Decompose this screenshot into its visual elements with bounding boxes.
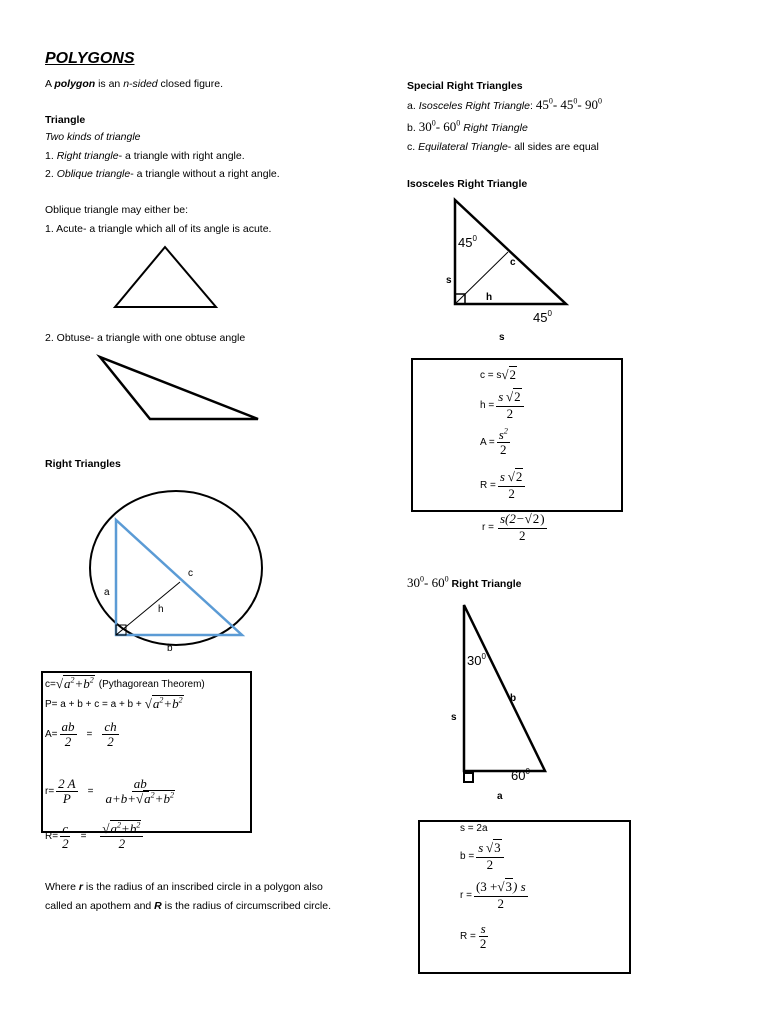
polygon-definition <box>45 77 223 91</box>
R-c: c <box>62 821 69 836</box>
area-ch: ch <box>104 719 117 734</box>
thirty-sixty-triangle-figure <box>445 600 555 805</box>
sa-z3: 0 <box>598 96 602 106</box>
iso-R-two: 2 <box>508 486 515 501</box>
iso-r-two: 2 <box>519 528 526 543</box>
triangle-heading: Triangle <box>45 114 86 126</box>
acute-definition: 1. Acute- a triangle which all of its angle is acute. <box>45 223 272 235</box>
iso-r-num: s(2− <box>499 511 525 526</box>
ts-60: 60 <box>431 575 445 590</box>
iso-h: h = <box>480 400 495 411</box>
triangle-kinds: Two kinds of triangle <box>45 131 141 143</box>
formula-circumradius: R= $\frac{c}{2}$ = $\frac{√a^2+b^2}{2}$ <box>45 822 145 851</box>
obtuse-triangle-figure <box>95 354 265 426</box>
area-eq: = <box>86 729 93 740</box>
fn-l1-pre: Where <box>45 881 79 893</box>
iso-formula-c: c = s √2 <box>480 367 517 382</box>
iso-R: R = <box>480 480 496 491</box>
isosceles-heading: Isosceles Right Triangle <box>407 178 528 190</box>
sa-45b: 45 <box>560 97 574 112</box>
fn-R: R <box>154 900 162 912</box>
iso-formula-r: r = $\frac{s(2-√2)}{2}$ <box>482 511 545 543</box>
area-two-2: 2 <box>107 734 114 749</box>
iso-R-s: s <box>499 469 505 484</box>
item1-rest: - a triangle with right angle. <box>118 150 245 162</box>
ts-R: R = <box>460 931 476 942</box>
item2-num: 2. <box>45 168 57 180</box>
R-eq: = <box>80 831 87 842</box>
sa-pre: a. <box>407 100 419 112</box>
sa-z2: 0 <box>573 96 578 106</box>
ts-label-b: b <box>510 693 517 704</box>
item2-term: Oblique triangle <box>56 168 131 180</box>
sa-colon: : <box>529 100 533 112</box>
sa-d1: - <box>552 97 558 112</box>
sb-pre: b. <box>407 122 419 134</box>
special-heading: Special Right Triangles <box>407 80 523 92</box>
sa-term: Isosceles Right Triangle <box>418 100 530 112</box>
sa-90: 90 <box>585 97 598 112</box>
iso-A-two: 2 <box>500 442 507 457</box>
sb-60: 60 <box>443 119 457 134</box>
sb-z1: 0 <box>431 118 436 128</box>
intro-post: closed figure. <box>157 78 224 90</box>
intro-term2: n-sided <box>123 78 158 90</box>
intro-mid: is an <box>95 78 124 90</box>
iso-formula-area: A = $\frac{s^2}{2}$ <box>480 426 508 457</box>
sc-term: Equilateral Triangle <box>418 141 508 153</box>
ts-d1: - <box>424 575 429 590</box>
r-P: P <box>62 791 71 806</box>
label-c: c <box>188 568 193 579</box>
area-two-1: 2 <box>64 734 72 749</box>
item2-rest: - a triangle without a right angle. <box>130 168 280 180</box>
ts-z1: 0 <box>420 574 424 584</box>
formula-c: c= $√a^2+b^2$ (Pythagorean Theorem) <box>45 675 205 691</box>
ts-b: b = <box>460 851 475 862</box>
triangle-item-1 <box>45 149 245 163</box>
oblique-intro: Oblique triangle may either be: <box>45 204 188 216</box>
iso-formula-h: h = $\frac{s √2}{2}$ <box>480 390 526 421</box>
iso-label-h: h <box>486 292 493 303</box>
iso-r-close: ) <box>540 511 545 526</box>
sa-z1: 0 <box>548 96 553 106</box>
thirty-sixty-heading <box>407 576 522 591</box>
ts-z2: 0 <box>444 574 449 584</box>
formula-perimeter: P= a + b + c = a + b + $√a^2+b^2$ <box>45 695 183 711</box>
ts-b-three: 3 <box>494 840 501 855</box>
iso-label-s-bottom: s <box>499 332 505 343</box>
iso-h-s: s <box>498 389 504 404</box>
r-eq: = <box>87 786 94 797</box>
sc-rest: - all sides are equal <box>507 141 599 153</box>
iso-label-s-side: s <box>446 275 452 286</box>
ts-formula-s <box>460 823 488 834</box>
ts-formula-r: r = $\frac{(3 +√3) s}{2}$ <box>460 879 526 911</box>
iso-h-two: 2 <box>506 406 514 421</box>
r-pre: r= <box>45 786 55 797</box>
fn-r: r <box>78 881 83 893</box>
ts-r-close: ) s <box>513 879 526 894</box>
ts-formula-R <box>460 922 490 951</box>
ts-r-num: (3 + <box>475 879 498 894</box>
fn-l2-pre: called an apothem and <box>45 900 155 912</box>
fn-l2-post: is the radius of circumscribed circle. <box>161 900 331 912</box>
item1-num: 1. <box>45 150 57 162</box>
c-note: (Pythagorean Theorem) <box>98 678 205 690</box>
right-triangle-circle-figure <box>88 488 268 653</box>
ts-r-three: 3 <box>505 879 513 894</box>
ts-b-two: 2 <box>486 857 494 872</box>
special-item-c <box>407 140 599 154</box>
intro-term: polygon <box>54 78 96 90</box>
sc-pre: c. <box>407 141 419 153</box>
ts-30: 30 <box>407 575 420 590</box>
iso-A: A = <box>480 437 495 448</box>
formula-area <box>45 720 121 749</box>
r-twoA: 2 A <box>58 776 76 791</box>
footnote-line-2 <box>45 899 331 913</box>
R-two-2: 2 <box>118 836 126 851</box>
sb-term: Right Triangle <box>463 122 528 134</box>
iso-label-c: c <box>510 257 516 268</box>
ts-r: r = <box>460 890 472 901</box>
sb-30: 30 <box>418 119 432 134</box>
iso-c: c = s <box>480 369 502 381</box>
acute-triangle-figure <box>110 242 222 312</box>
right-triangles-heading: Right Triangles <box>45 458 121 470</box>
ts-R-s: s <box>480 921 486 936</box>
special-item-b <box>407 120 528 135</box>
triangle-item-2 <box>45 167 280 181</box>
label-b: b <box>167 643 173 653</box>
ts-formula-b: b = $\frac{s √3}{2}$ <box>460 841 506 872</box>
fn-l1-post: is the radius of an inscribed circle in a polygon also <box>82 881 323 893</box>
sa-d2: - <box>577 97 582 112</box>
r-den-sum: a+b+ <box>105 791 137 806</box>
iso-formula-R: R = $\frac{s √2}{2}$ <box>480 470 527 501</box>
ts-r-two: 2 <box>497 896 505 911</box>
iso-angle-top: $45^0$ <box>458 234 477 250</box>
formula-inradius: r= $\frac{2 A}{P}$ = $\frac{ab}{a+b+√a^2+b^2}$ <box>45 776 174 806</box>
isosceles-triangle-figure <box>440 195 590 345</box>
ts-b-s: s <box>478 840 484 855</box>
ts-heading-text: Right Triangle <box>451 578 522 590</box>
sa-45a: 45 <box>535 97 549 112</box>
sb-z2: 0 <box>456 118 461 128</box>
a-pre: A= <box>45 729 58 740</box>
item1-term: Right triangle <box>56 150 119 162</box>
c-pre: c= <box>45 678 56 690</box>
r-ab: ab <box>133 776 147 791</box>
ts-angle-60: $60^0$ <box>511 767 530 783</box>
area-ab: ab <box>61 719 75 734</box>
ts-R-two: 2 <box>479 936 487 951</box>
p-pre: P= a + b + c = a + b + <box>45 698 142 710</box>
sb-d1: - <box>435 119 441 134</box>
label-a: a <box>104 587 110 598</box>
page-title: POLYGONS <box>45 50 135 67</box>
ts-label-a: a <box>497 791 503 802</box>
ts-label-s: s <box>451 712 457 723</box>
R-two-1: 2 <box>62 836 69 851</box>
ts-angle-30: $30^0$ <box>467 652 486 668</box>
intro-pre: A <box>45 78 55 90</box>
special-item-a <box>407 98 602 113</box>
ts-s: s = 2a <box>460 823 488 834</box>
R-pre: R= <box>45 831 59 842</box>
obtuse-definition: 2. Obtuse- a triangle with one obtuse angle <box>45 332 246 344</box>
label-h: h <box>158 604 164 615</box>
footnote-line-1 <box>45 880 323 894</box>
iso-angle-bottom: $45^0$ <box>533 309 552 325</box>
iso-r: r = <box>482 522 494 533</box>
